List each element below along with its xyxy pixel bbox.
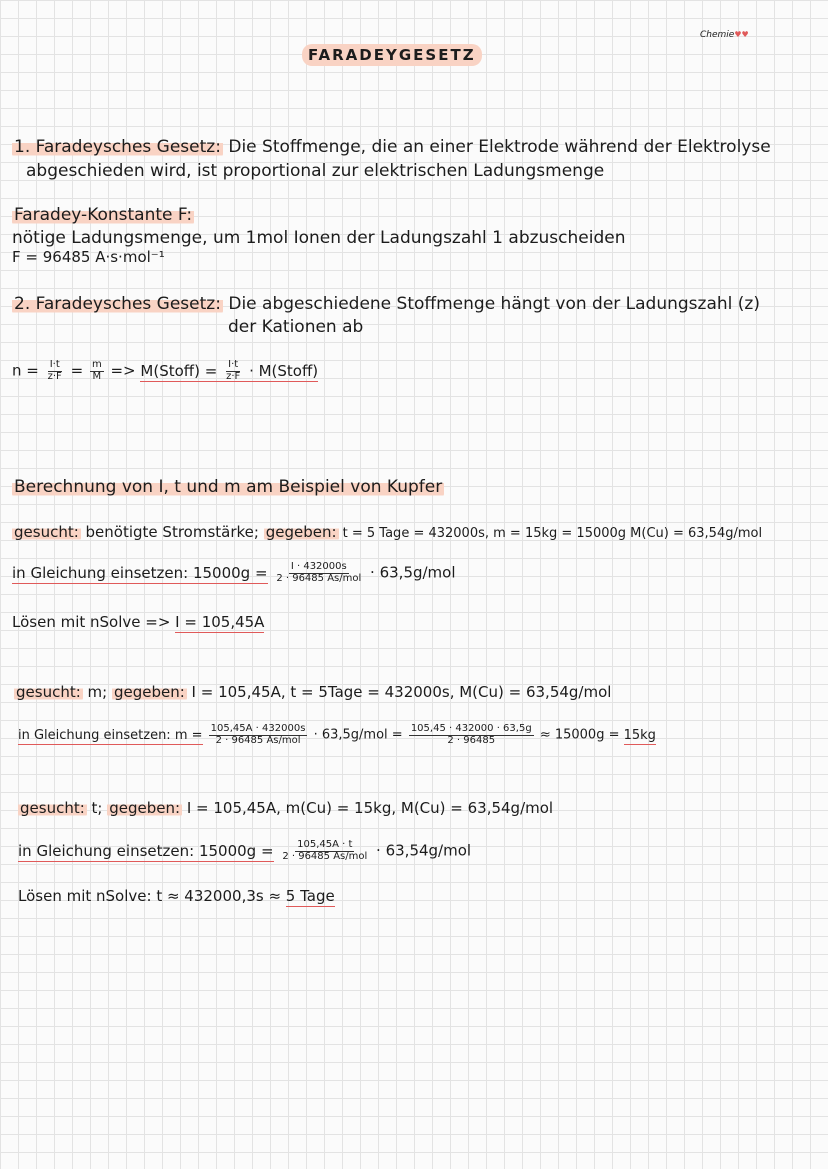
constant-heading-line (12, 206, 194, 225)
block3-fraction (280, 840, 369, 862)
block2-given: I = 105,45A, t = 5Tage = 432000s, M(Cu) = 63,54g/mol (186, 683, 612, 701)
block2-line1 (14, 684, 611, 701)
block3-solve: Lösen mit nSolve: t ≈ 432000,3s ≈ (18, 887, 286, 905)
block3-solve-result: 5 Tage (285, 887, 335, 905)
formula-line (12, 360, 318, 382)
block2-frac1-num: 105,45A · 432000s (210, 723, 306, 734)
block1-line1 (12, 524, 762, 541)
formula-f2-num: m (91, 359, 102, 370)
block2-result: 15kg (623, 727, 656, 743)
block3-given-label: gegeben: (109, 799, 181, 817)
block1-insert-rest: · 63,5g/mol (370, 563, 456, 582)
formula-lhs: n = (12, 361, 39, 380)
block1-sought-label: gesucht: (14, 523, 79, 541)
block1-solve: Lösen mit nSolve => (12, 613, 176, 631)
formula-f2-den: M (92, 370, 102, 382)
heart-icon: ♥♥ (734, 30, 749, 39)
block3-line1 (18, 800, 553, 817)
block3-sought: t; (86, 799, 108, 817)
law1-heading: 1. Faradeysches Gesetz: (14, 137, 221, 157)
formula-fraction-2 (90, 360, 104, 382)
constant-text: nötige Ladungsmenge, um 1mol Ionen der Ladungszahl 1 abzuscheiden (12, 228, 626, 248)
block1-fraction (274, 562, 363, 584)
law2-text2: der Kationen ab (228, 317, 364, 337)
formula-f3-den: z·F (226, 370, 241, 382)
formula-arrow: => (110, 361, 136, 380)
block2-given-label: gegeben: (113, 683, 185, 701)
constant-heading: Faradey-Konstante F: (14, 205, 193, 225)
block3-line2 (18, 840, 471, 862)
formula-result-lhs: M(Stoff) = (140, 361, 218, 380)
formula-f1-den: z·F (47, 370, 62, 382)
block1-given-label: gegeben: (265, 523, 337, 541)
block2-sought-label: gesucht: (16, 683, 81, 701)
block3-frac-den: 2 · 96485 As/mol (282, 850, 368, 862)
formula-eq: = (70, 361, 84, 380)
block2-fraction-2 (409, 724, 534, 746)
block1-given: t = 5 Tage = 432000s, m = 15kg = 15000g M(Cu) = 63,54g/mol (338, 526, 763, 541)
formula-f1-num: I·t (49, 359, 60, 370)
block2-approx: ≈ 15000g = (539, 727, 624, 743)
formula-fraction-3 (224, 360, 242, 382)
block3-frac-num: 105,45A · t (297, 839, 353, 850)
block2-mid: · 63,5g/mol = (313, 727, 403, 743)
block2-frac2-den: 2 · 96485 (447, 734, 496, 746)
law1-line1 (12, 138, 771, 157)
block2-line2 (18, 724, 656, 746)
example-heading-line (12, 478, 444, 497)
block1-solve-result: I = 105,45A (175, 613, 265, 631)
block1-frac-num: I · 432000s (290, 561, 347, 572)
block3-insert: in Gleichung einsetzen: 15000g = (18, 841, 274, 860)
page-title: FARADEYGESETZ (302, 44, 482, 66)
block2-frac2-num: 105,45 · 432000 · 63,5g (410, 723, 532, 734)
block1-frac-den: 2 · 96485 As/mol (276, 572, 362, 584)
block2-fraction-1 (209, 724, 308, 746)
law2-heading: 2. Faradeysches Gesetz: (14, 294, 221, 314)
law1-text2: abgeschieden wird, ist proportional zur elektrischen Ladungsmenge (26, 161, 605, 181)
block1-line2 (12, 562, 456, 584)
formula-result-rhs: · M(Stoff) (249, 361, 319, 380)
block1-sought: benötigte Stromstärke; (80, 523, 264, 541)
block3-line3 (18, 888, 335, 905)
block3-given: I = 105,45A, m(Cu) = 15kg, M(Cu) = 63,54g/mol (182, 799, 554, 817)
block1-line3 (12, 614, 264, 631)
law2-text1: Die abgeschiedene Stoffmenge hängt von der Ladungszahl (z) (222, 294, 760, 314)
formula-fraction-1 (46, 360, 64, 382)
block2-frac1-den: 2 · 96485 As/mol (215, 734, 301, 746)
formula-f3-num: I·t (228, 359, 239, 370)
block2-insert: in Gleichung einsetzen: m = (18, 727, 203, 743)
brand-text: Chemie (700, 30, 735, 40)
example-heading: Berechnung von I, t und m am Beispiel von Kupfer (14, 477, 443, 497)
block3-insert-rest: · 63,54g/mol (376, 841, 472, 860)
law2-line1 (12, 295, 760, 314)
formula-result (140, 359, 319, 382)
block3-sought-label: gesucht: (20, 799, 85, 817)
law1-text1: Die Stoffmenge, die an einer Elektrode während der Elektrolyse (222, 137, 771, 157)
constant-value: F = 96485 A·s·mol⁻¹ (12, 248, 165, 266)
brand-label (700, 30, 749, 40)
block1-insert: in Gleichung einsetzen: 15000g = (12, 563, 268, 582)
block2-sought: m; (82, 683, 112, 701)
